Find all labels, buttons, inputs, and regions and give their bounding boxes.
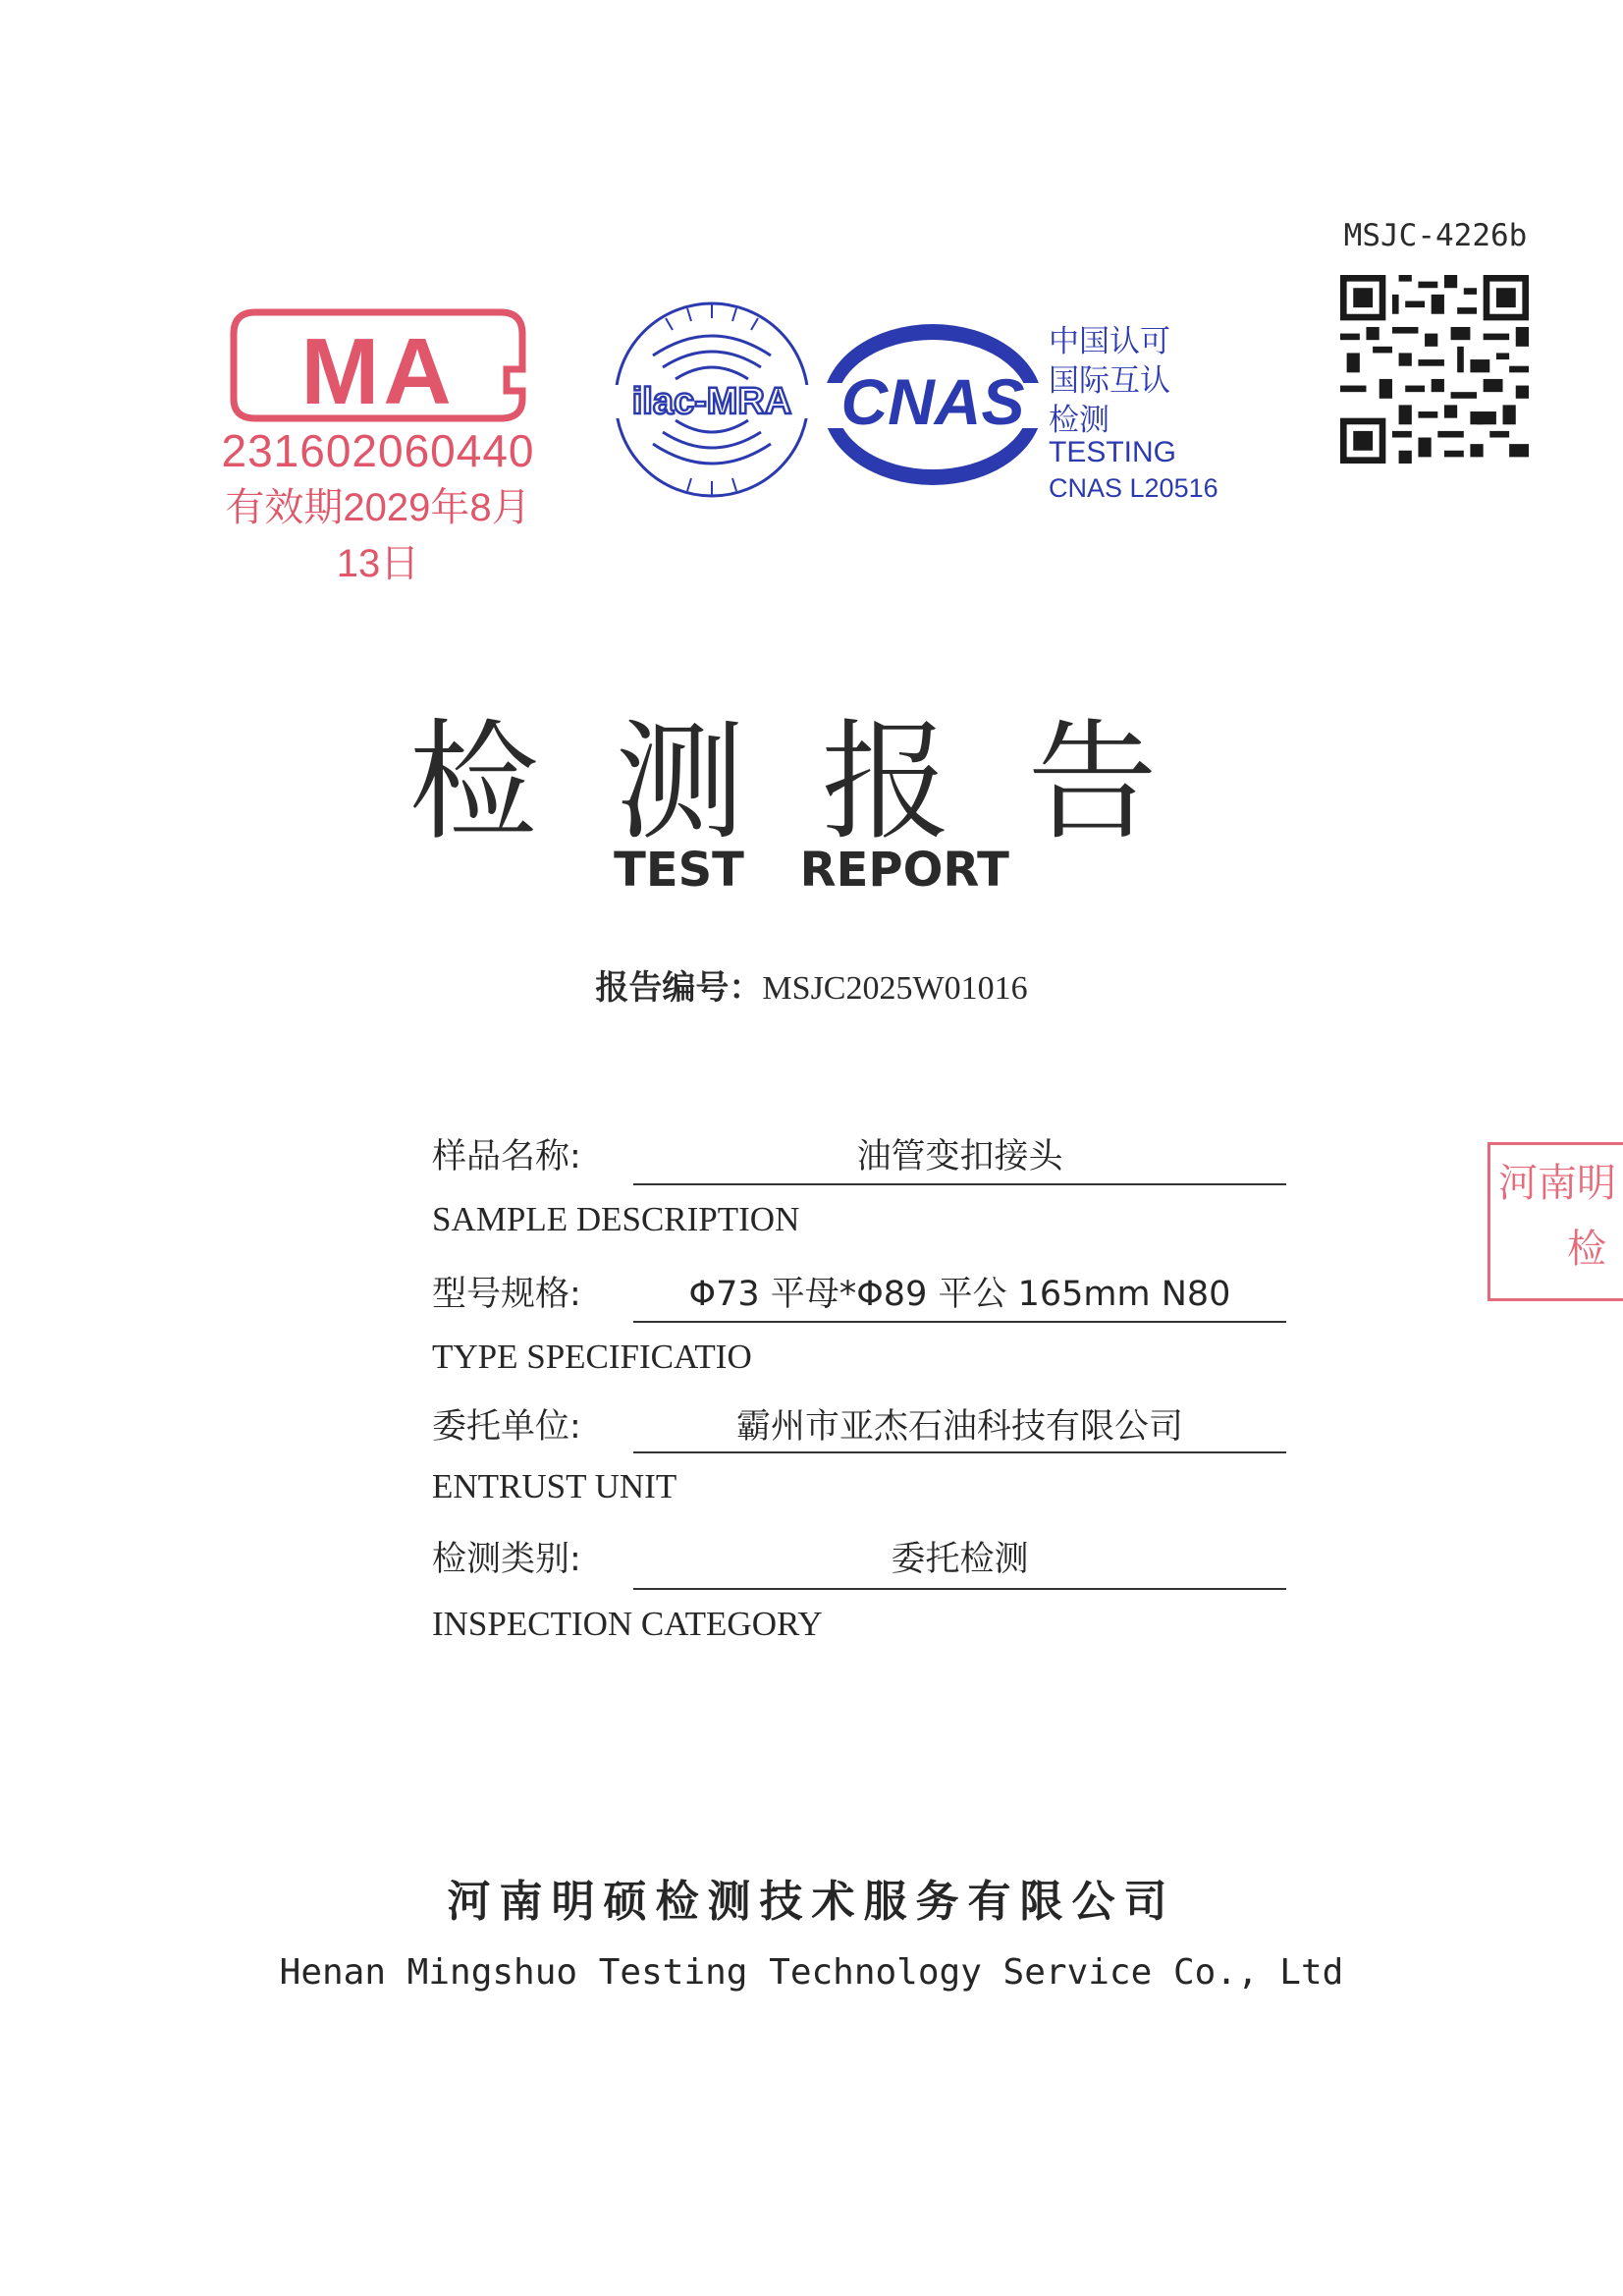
- inspection-category-underline: [633, 1588, 1286, 1590]
- entrust-unit-en-label: ENTRUST UNIT: [432, 1467, 677, 1505]
- sample-description-label: SAMPLE DESCRIPTION: [432, 1200, 800, 1238]
- type-spec-value: Φ73 平母*Φ89 平公 165mm N80: [688, 1275, 1231, 1314]
- cnas-testing-zh: 检测: [1049, 403, 1109, 437]
- cnas-testing-en: TESTING: [1049, 436, 1177, 468]
- side-stamp-line2: 检: [1567, 1227, 1606, 1272]
- cnas-accreditation-zh: 中国认可: [1049, 324, 1170, 358]
- type-spec-label: 型号规格:: [432, 1275, 581, 1314]
- cma-number: 231602060440: [221, 425, 535, 476]
- entrust-unit-label: 委托单位:: [432, 1407, 581, 1447]
- ilac-mra-logo-icon: [609, 297, 815, 503]
- type-specification-label: TYPE SPECIFICATIO: [432, 1338, 752, 1376]
- sample-name-value: 油管变扣接头: [856, 1137, 1063, 1176]
- svg-text:MA: MA: [300, 319, 456, 424]
- company-name-zh: 河南明硕检测技术服务有限公司: [447, 1877, 1176, 1927]
- document-code: MSJC-4226b: [1343, 218, 1528, 253]
- ilac-text: ilac-MRA: [631, 381, 792, 422]
- cnas-code: CNAS L20516: [1049, 473, 1218, 503]
- sample-name-label: 样品名称:: [432, 1137, 581, 1176]
- type-spec-underline: [633, 1321, 1286, 1323]
- inspection-category-value: 委托检测: [891, 1540, 1029, 1579]
- report-number-label: 报告编号：: [595, 968, 763, 1008]
- cnas-logo-icon: [815, 314, 1051, 496]
- report-title-en: TEST REPORT: [614, 843, 1009, 898]
- report-number: [0, 960, 1623, 1009]
- inspection-category-label: 检测类别:: [432, 1540, 581, 1579]
- company-name-en: Henan Mingshuo Testing Technology Service Co., Ltd: [279, 1952, 1344, 1993]
- cnas-text: CNAS: [840, 365, 1025, 438]
- qr-code-icon: [1340, 275, 1529, 464]
- cma-valid-date: 有效期2029年8月13日: [225, 486, 531, 585]
- report-number-value: MSJC2025W01016: [762, 970, 1028, 1007]
- cnas-mutual-recognition-zh: 国际互认: [1049, 363, 1170, 398]
- sample-name-underline: [633, 1183, 1286, 1185]
- entrust-unit-underline: [633, 1451, 1286, 1453]
- entrust-unit-value: 霸州市亚杰石油科技有限公司: [735, 1407, 1183, 1447]
- inspection-category-en-label: INSPECTION CATEGORY: [432, 1605, 823, 1643]
- side-stamp-line1: 河南明: [1498, 1161, 1616, 1206]
- report-title-zh: 检测报告: [408, 707, 1234, 858]
